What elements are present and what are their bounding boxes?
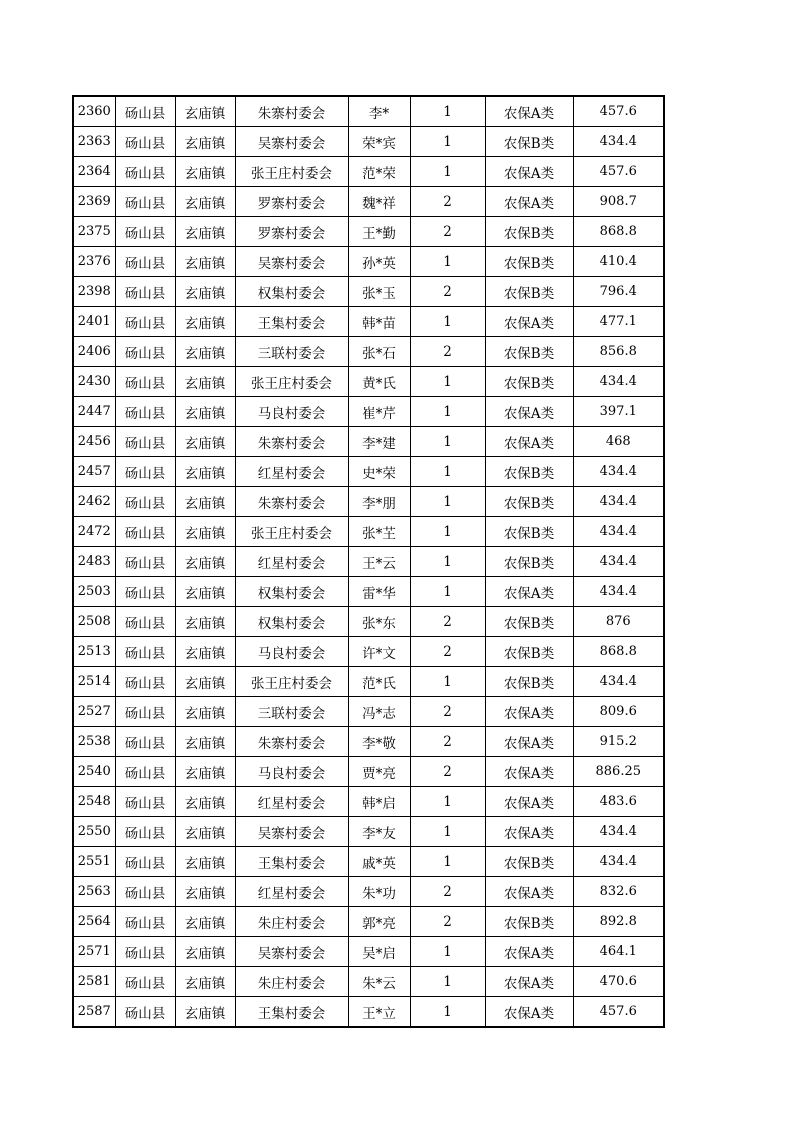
- insurance-category-cell: 农保A类: [485, 187, 573, 217]
- insurance-category-cell: 农保A类: [485, 787, 573, 817]
- town-cell: 玄庙镇: [175, 397, 235, 427]
- record-id-cell: 2538: [73, 727, 115, 757]
- household-count-cell: 2: [410, 637, 485, 667]
- town-cell: 玄庙镇: [175, 877, 235, 907]
- household-count-cell: 1: [410, 487, 485, 517]
- insurance-category-cell: 农保A类: [485, 397, 573, 427]
- village-committee-cell: 朱寨村委会: [235, 427, 348, 457]
- insurance-category-cell: 农保B类: [485, 547, 573, 577]
- person-name-cell: 张*石: [348, 337, 410, 367]
- table-row: [73, 247, 664, 277]
- household-count-cell: 1: [410, 367, 485, 397]
- village-committee-cell: 罗寨村委会: [235, 217, 348, 247]
- amount-cell: 832.6: [573, 877, 664, 907]
- amount-cell: 457.6: [573, 96, 664, 127]
- table-row: [73, 157, 664, 187]
- record-id-cell: 2398: [73, 277, 115, 307]
- county-cell: 砀山县: [115, 607, 175, 637]
- record-id-cell: 2375: [73, 217, 115, 247]
- record-id-cell: 2581: [73, 967, 115, 997]
- household-count-cell: 2: [410, 907, 485, 937]
- village-committee-cell: 三联村委会: [235, 337, 348, 367]
- village-committee-cell: 马良村委会: [235, 757, 348, 787]
- person-name-cell: 王*勤: [348, 217, 410, 247]
- table-row: [73, 727, 664, 757]
- village-committee-cell: 王集村委会: [235, 997, 348, 1028]
- insurance-category-cell: 农保B类: [485, 127, 573, 157]
- table-row: [73, 337, 664, 367]
- household-count-cell: 1: [410, 517, 485, 547]
- record-id-cell: 2462: [73, 487, 115, 517]
- county-cell: 砀山县: [115, 367, 175, 397]
- person-name-cell: 范*氏: [348, 667, 410, 697]
- insurance-category-cell: 农保A类: [485, 817, 573, 847]
- record-id-cell: 2540: [73, 757, 115, 787]
- household-count-cell: 1: [410, 667, 485, 697]
- person-name-cell: 张*芏: [348, 517, 410, 547]
- amount-cell: 915.2: [573, 727, 664, 757]
- village-committee-cell: 朱庄村委会: [235, 907, 348, 937]
- insurance-category-cell: 农保B类: [485, 247, 573, 277]
- county-cell: 砀山县: [115, 577, 175, 607]
- insurance-category-cell: 农保A类: [485, 877, 573, 907]
- person-name-cell: 李*建: [348, 427, 410, 457]
- table-row: [73, 937, 664, 967]
- table-row: [73, 967, 664, 997]
- table-row: [73, 817, 664, 847]
- record-id-cell: 2587: [73, 997, 115, 1028]
- insurance-category-cell: 农保A类: [485, 697, 573, 727]
- town-cell: 玄庙镇: [175, 277, 235, 307]
- record-id-cell: 2563: [73, 877, 115, 907]
- household-count-cell: 1: [410, 307, 485, 337]
- table-row: [73, 637, 664, 667]
- amount-cell: 434.4: [573, 817, 664, 847]
- insurance-category-cell: 农保B类: [485, 847, 573, 877]
- table-row: [73, 607, 664, 637]
- town-cell: 玄庙镇: [175, 667, 235, 697]
- village-committee-cell: 吴寨村委会: [235, 127, 348, 157]
- town-cell: 玄庙镇: [175, 487, 235, 517]
- insurance-category-cell: 农保B类: [485, 637, 573, 667]
- town-cell: 玄庙镇: [175, 847, 235, 877]
- household-count-cell: 1: [410, 967, 485, 997]
- insurance-category-cell: 农保B类: [485, 907, 573, 937]
- town-cell: 玄庙镇: [175, 637, 235, 667]
- insurance-category-cell: 农保A类: [485, 967, 573, 997]
- household-count-cell: 1: [410, 817, 485, 847]
- town-cell: 玄庙镇: [175, 547, 235, 577]
- amount-cell: 464.1: [573, 937, 664, 967]
- person-name-cell: 崔*芹: [348, 397, 410, 427]
- record-id-cell: 2503: [73, 577, 115, 607]
- village-committee-cell: 权集村委会: [235, 577, 348, 607]
- town-cell: 玄庙镇: [175, 727, 235, 757]
- table-row: [73, 427, 664, 457]
- record-id-cell: 2472: [73, 517, 115, 547]
- insurance-category-cell: 农保B类: [485, 337, 573, 367]
- county-cell: 砀山县: [115, 817, 175, 847]
- amount-cell: 434.4: [573, 487, 664, 517]
- county-cell: 砀山县: [115, 487, 175, 517]
- insurance-category-cell: 农保B类: [485, 667, 573, 697]
- household-count-cell: 1: [410, 787, 485, 817]
- amount-cell: 856.8: [573, 337, 664, 367]
- table-row: [73, 877, 664, 907]
- record-id-cell: 2369: [73, 187, 115, 217]
- village-committee-cell: 吴寨村委会: [235, 937, 348, 967]
- table-row: [73, 577, 664, 607]
- table-row: [73, 757, 664, 787]
- person-name-cell: 许*文: [348, 637, 410, 667]
- county-cell: 砀山县: [115, 457, 175, 487]
- household-count-cell: 1: [410, 96, 485, 127]
- town-cell: 玄庙镇: [175, 96, 235, 127]
- insurance-category-cell: 农保B类: [485, 517, 573, 547]
- table-row: [73, 367, 664, 397]
- record-id-cell: 2363: [73, 127, 115, 157]
- town-cell: 玄庙镇: [175, 787, 235, 817]
- person-name-cell: 朱*云: [348, 967, 410, 997]
- amount-cell: 470.6: [573, 967, 664, 997]
- person-name-cell: 荣*宾: [348, 127, 410, 157]
- amount-cell: 434.4: [573, 367, 664, 397]
- town-cell: 玄庙镇: [175, 817, 235, 847]
- household-count-cell: 1: [410, 127, 485, 157]
- person-name-cell: 李*友: [348, 817, 410, 847]
- amount-cell: 457.6: [573, 157, 664, 187]
- town-cell: 玄庙镇: [175, 427, 235, 457]
- town-cell: 玄庙镇: [175, 577, 235, 607]
- county-cell: 砀山县: [115, 127, 175, 157]
- record-id-cell: 2401: [73, 307, 115, 337]
- person-name-cell: 史*荣: [348, 457, 410, 487]
- record-id-cell: 2550: [73, 817, 115, 847]
- county-cell: 砀山县: [115, 997, 175, 1028]
- town-cell: 玄庙镇: [175, 937, 235, 967]
- table-row: [73, 96, 664, 127]
- records-body: [73, 96, 664, 1027]
- table-row: [73, 907, 664, 937]
- amount-cell: 892.8: [573, 907, 664, 937]
- amount-cell: 809.6: [573, 697, 664, 727]
- table-row: [73, 217, 664, 247]
- household-count-cell: 1: [410, 247, 485, 277]
- insurance-category-cell: 农保B类: [485, 217, 573, 247]
- amount-cell: 876: [573, 607, 664, 637]
- county-cell: 砀山县: [115, 217, 175, 247]
- county-cell: 砀山县: [115, 907, 175, 937]
- amount-cell: 434.4: [573, 547, 664, 577]
- amount-cell: 434.4: [573, 457, 664, 487]
- record-id-cell: 2548: [73, 787, 115, 817]
- village-committee-cell: 朱寨村委会: [235, 487, 348, 517]
- village-committee-cell: 张王庄村委会: [235, 517, 348, 547]
- village-committee-cell: 红星村委会: [235, 877, 348, 907]
- village-committee-cell: 王集村委会: [235, 307, 348, 337]
- amount-cell: 868.8: [573, 217, 664, 247]
- person-name-cell: 李*敬: [348, 727, 410, 757]
- record-id-cell: 2447: [73, 397, 115, 427]
- insurance-category-cell: 农保B类: [485, 367, 573, 397]
- household-count-cell: 2: [410, 727, 485, 757]
- record-id-cell: 2551: [73, 847, 115, 877]
- town-cell: 玄庙镇: [175, 697, 235, 727]
- insurance-category-cell: 农保A类: [485, 577, 573, 607]
- village-committee-cell: 吴寨村委会: [235, 247, 348, 277]
- county-cell: 砀山县: [115, 157, 175, 187]
- insurance-category-cell: 农保B类: [485, 607, 573, 637]
- village-committee-cell: 张王庄村委会: [235, 667, 348, 697]
- village-committee-cell: 权集村委会: [235, 277, 348, 307]
- village-committee-cell: 三联村委会: [235, 697, 348, 727]
- village-committee-cell: 朱庄村委会: [235, 967, 348, 997]
- county-cell: 砀山县: [115, 427, 175, 457]
- town-cell: 玄庙镇: [175, 367, 235, 397]
- village-committee-cell: 马良村委会: [235, 637, 348, 667]
- record-id-cell: 2564: [73, 907, 115, 937]
- household-count-cell: 1: [410, 157, 485, 187]
- town-cell: 玄庙镇: [175, 307, 235, 337]
- town-cell: 玄庙镇: [175, 217, 235, 247]
- county-cell: 砀山县: [115, 337, 175, 367]
- person-name-cell: 范*荣: [348, 157, 410, 187]
- record-id-cell: 2514: [73, 667, 115, 697]
- amount-cell: 886.25: [573, 757, 664, 787]
- county-cell: 砀山县: [115, 937, 175, 967]
- county-cell: 砀山县: [115, 757, 175, 787]
- insurance-category-cell: 农保A类: [485, 727, 573, 757]
- amount-cell: 434.4: [573, 847, 664, 877]
- insurance-category-cell: 农保B类: [485, 277, 573, 307]
- county-cell: 砀山县: [115, 397, 175, 427]
- town-cell: 玄庙镇: [175, 127, 235, 157]
- person-name-cell: 戚*英: [348, 847, 410, 877]
- county-cell: 砀山县: [115, 307, 175, 337]
- amount-cell: 908.7: [573, 187, 664, 217]
- village-committee-cell: 王集村委会: [235, 847, 348, 877]
- village-committee-cell: 朱寨村委会: [235, 96, 348, 127]
- county-cell: 砀山县: [115, 787, 175, 817]
- amount-cell: 483.6: [573, 787, 664, 817]
- records-table: [72, 95, 665, 1028]
- town-cell: 玄庙镇: [175, 247, 235, 277]
- amount-cell: 868.8: [573, 637, 664, 667]
- insurance-category-cell: 农保B类: [485, 487, 573, 517]
- household-count-cell: 2: [410, 757, 485, 787]
- person-name-cell: 韩*启: [348, 787, 410, 817]
- record-id-cell: 2527: [73, 697, 115, 727]
- household-count-cell: 2: [410, 217, 485, 247]
- town-cell: 玄庙镇: [175, 967, 235, 997]
- person-name-cell: 韩*苗: [348, 307, 410, 337]
- record-id-cell: 2456: [73, 427, 115, 457]
- household-count-cell: 1: [410, 457, 485, 487]
- county-cell: 砀山县: [115, 967, 175, 997]
- village-committee-cell: 朱寨村委会: [235, 727, 348, 757]
- record-id-cell: 2430: [73, 367, 115, 397]
- town-cell: 玄庙镇: [175, 187, 235, 217]
- household-count-cell: 1: [410, 997, 485, 1028]
- village-committee-cell: 张王庄村委会: [235, 367, 348, 397]
- amount-cell: 434.4: [573, 517, 664, 547]
- household-count-cell: 1: [410, 547, 485, 577]
- amount-cell: 477.1: [573, 307, 664, 337]
- table-row: [73, 127, 664, 157]
- village-committee-cell: 吴寨村委会: [235, 817, 348, 847]
- village-committee-cell: 张王庄村委会: [235, 157, 348, 187]
- record-id-cell: 2508: [73, 607, 115, 637]
- person-name-cell: 冯*志: [348, 697, 410, 727]
- table-row: [73, 847, 664, 877]
- insurance-category-cell: 农保A类: [485, 937, 573, 967]
- table-row: [73, 277, 664, 307]
- town-cell: 玄庙镇: [175, 517, 235, 547]
- amount-cell: 457.6: [573, 997, 664, 1028]
- household-count-cell: 1: [410, 937, 485, 967]
- county-cell: 砀山县: [115, 697, 175, 727]
- household-count-cell: 1: [410, 427, 485, 457]
- amount-cell: 468: [573, 427, 664, 457]
- household-count-cell: 2: [410, 877, 485, 907]
- table-row: [73, 547, 664, 577]
- insurance-category-cell: 农保A类: [485, 96, 573, 127]
- person-name-cell: 朱*功: [348, 877, 410, 907]
- county-cell: 砀山县: [115, 547, 175, 577]
- person-name-cell: 李*: [348, 96, 410, 127]
- amount-cell: 410.4: [573, 247, 664, 277]
- table-row: [73, 397, 664, 427]
- village-committee-cell: 红星村委会: [235, 457, 348, 487]
- village-committee-cell: 罗寨村委会: [235, 187, 348, 217]
- county-cell: 砀山县: [115, 96, 175, 127]
- record-id-cell: 2513: [73, 637, 115, 667]
- table-row: [73, 487, 664, 517]
- record-id-cell: 2571: [73, 937, 115, 967]
- amount-cell: 434.4: [573, 127, 664, 157]
- person-name-cell: 张*玉: [348, 277, 410, 307]
- household-count-cell: 2: [410, 697, 485, 727]
- person-name-cell: 王*立: [348, 997, 410, 1028]
- amount-cell: 796.4: [573, 277, 664, 307]
- village-committee-cell: 红星村委会: [235, 547, 348, 577]
- person-name-cell: 张*东: [348, 607, 410, 637]
- record-id-cell: 2457: [73, 457, 115, 487]
- record-id-cell: 2483: [73, 547, 115, 577]
- county-cell: 砀山县: [115, 247, 175, 277]
- insurance-category-cell: 农保B类: [485, 457, 573, 487]
- person-name-cell: 魏*祥: [348, 187, 410, 217]
- record-id-cell: 2406: [73, 337, 115, 367]
- table-row: [73, 307, 664, 337]
- person-name-cell: 贾*亮: [348, 757, 410, 787]
- person-name-cell: 孙*英: [348, 247, 410, 277]
- county-cell: 砀山县: [115, 727, 175, 757]
- household-count-cell: 1: [410, 397, 485, 427]
- insurance-category-cell: 农保A类: [485, 427, 573, 457]
- insurance-category-cell: 农保A类: [485, 997, 573, 1028]
- table-row: [73, 457, 664, 487]
- county-cell: 砀山县: [115, 847, 175, 877]
- town-cell: 玄庙镇: [175, 757, 235, 787]
- town-cell: 玄庙镇: [175, 457, 235, 487]
- county-cell: 砀山县: [115, 877, 175, 907]
- table-row: [73, 697, 664, 727]
- table-row: [73, 187, 664, 217]
- table-row: [73, 517, 664, 547]
- table-row: [73, 997, 664, 1028]
- household-count-cell: 1: [410, 847, 485, 877]
- person-name-cell: 郭*亮: [348, 907, 410, 937]
- amount-cell: 397.1: [573, 397, 664, 427]
- table-row: [73, 667, 664, 697]
- record-id-cell: 2360: [73, 96, 115, 127]
- amount-cell: 434.4: [573, 577, 664, 607]
- village-committee-cell: 马良村委会: [235, 397, 348, 427]
- insurance-category-cell: 农保A类: [485, 757, 573, 787]
- person-name-cell: 吴*启: [348, 937, 410, 967]
- amount-cell: 434.4: [573, 667, 664, 697]
- town-cell: 玄庙镇: [175, 907, 235, 937]
- household-count-cell: 2: [410, 607, 485, 637]
- town-cell: 玄庙镇: [175, 997, 235, 1028]
- town-cell: 玄庙镇: [175, 337, 235, 367]
- household-count-cell: 2: [410, 337, 485, 367]
- village-committee-cell: 红星村委会: [235, 787, 348, 817]
- household-count-cell: 1: [410, 577, 485, 607]
- person-name-cell: 李*朋: [348, 487, 410, 517]
- record-id-cell: 2364: [73, 157, 115, 187]
- village-committee-cell: 权集村委会: [235, 607, 348, 637]
- table-row: [73, 787, 664, 817]
- county-cell: 砀山县: [115, 187, 175, 217]
- person-name-cell: 王*云: [348, 547, 410, 577]
- insurance-category-cell: 农保A类: [485, 307, 573, 337]
- county-cell: 砀山县: [115, 277, 175, 307]
- record-id-cell: 2376: [73, 247, 115, 277]
- household-count-cell: 2: [410, 187, 485, 217]
- county-cell: 砀山县: [115, 667, 175, 697]
- person-name-cell: 黄*氏: [348, 367, 410, 397]
- town-cell: 玄庙镇: [175, 157, 235, 187]
- person-name-cell: 雷*华: [348, 577, 410, 607]
- county-cell: 砀山县: [115, 517, 175, 547]
- insurance-category-cell: 农保A类: [485, 157, 573, 187]
- household-count-cell: 2: [410, 277, 485, 307]
- county-cell: 砀山县: [115, 637, 175, 667]
- town-cell: 玄庙镇: [175, 607, 235, 637]
